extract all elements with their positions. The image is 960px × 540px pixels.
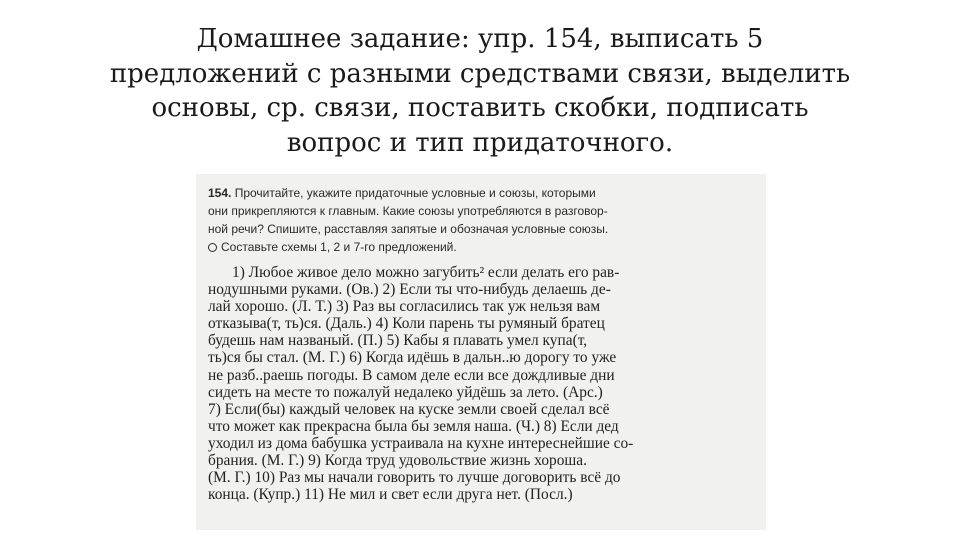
sentence-line: ть)ся бы стал. (М. Г.) 6) Когда идёшь в дальн..ю дорогу то уже bbox=[208, 349, 617, 367]
exercise-number: 154. bbox=[208, 186, 232, 200]
exercise-instructions bbox=[208, 184, 756, 256]
title-line: основы, ср. связи, поставить скобки, подписать bbox=[151, 93, 809, 123]
title-line: вопрос и тип придаточного. bbox=[286, 127, 674, 158]
instruction-line: они прикрепляются к главным. Какие союзы употребляются в разговор- bbox=[208, 204, 608, 218]
sentence-line: 1) Любое живое дело можно загубить² если делать его рав- bbox=[232, 264, 620, 281]
sentence-line: (М. Г.) 10) Раз мы начали говорить то лучше договорить всё до bbox=[208, 469, 621, 487]
textbook-exercise-image bbox=[196, 174, 766, 530]
sentence-line: будешь нам названый. (П.) 5) Кабы я плавать умел купа(т, bbox=[208, 332, 588, 350]
sentence-line: конца. (Купр.) 11) Не мил и свет если друга нет. (Посл.) bbox=[208, 486, 573, 504]
exercise-sentences bbox=[208, 264, 756, 503]
title-line: предложений с разными средствами связи, выделить bbox=[109, 58, 851, 89]
instruction-text: Составьте схемы 1, 2 и 7-го предложений. bbox=[221, 240, 457, 254]
instruction-line bbox=[208, 238, 756, 256]
homework-title bbox=[0, 22, 960, 160]
sentence-line: уходил из дома бабушка устраивала на кухне интереснейшие со- bbox=[208, 434, 634, 452]
sentence-line: лай хорошо. (Л. Т.) 3) Раз вы согласились так уж нельзя вам bbox=[208, 298, 601, 316]
title-line: Домашнее задание: упр. 154, выписать 5 bbox=[196, 24, 764, 54]
sentence-line: брания. (М. Г.) 9) Когда труд удовольствие жизнь хороша. bbox=[208, 452, 587, 470]
sentence-line: отказыва(т, ть)ся. (Даль.) 4) Коли парень ты румяный братец bbox=[208, 315, 605, 333]
instruction-line: ной речи? Спишите, расставляя запятые и обозначая условные союзы. bbox=[208, 222, 609, 236]
instruction-line bbox=[208, 184, 756, 202]
instruction-text: Прочитайте, укажите придаточные условные и союзы, которыми bbox=[231, 186, 596, 200]
sentence-line: не разб..раешь погоды. В самом деле если все дождливые дни bbox=[208, 366, 615, 384]
sentence-line: сидеть на месте то пожалуй недалеко уйдёшь за лето. (Арс.) bbox=[208, 383, 603, 401]
sentence-line: нодушными руками. (Ов.) 2) Если ты что-нибудь делаешь де- bbox=[208, 281, 611, 299]
sentence-line: что может как прекрасна была бы земля наша. (Ч.) 8) Если дед bbox=[208, 417, 619, 435]
circle-marker-icon bbox=[208, 243, 217, 252]
sentence-line: 7) Если(бы) каждый человек на куске земли своей сделал всё bbox=[208, 400, 610, 418]
